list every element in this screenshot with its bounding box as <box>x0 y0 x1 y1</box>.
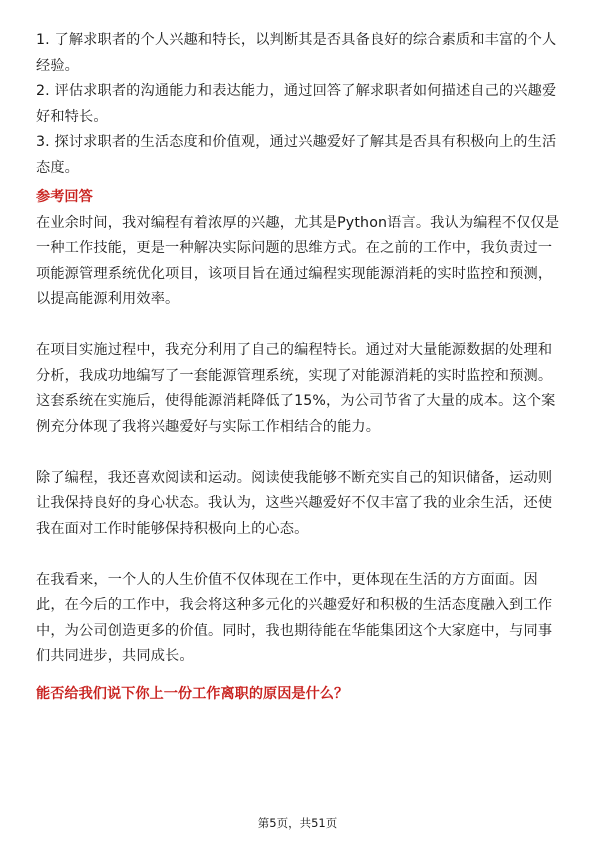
next-question-heading: 能否给我们说下你上一份工作离职的原因是什么？ <box>36 685 349 702</box>
paragraph-line: 在我看来，一个人的人生价值不仅体现在工作中，更体现在生活的方方面面。因 <box>36 571 538 588</box>
paragraph-line: 我在面对工作时能够保持积极向上的心态。 <box>36 520 309 537</box>
paragraph-line: 在项目实施过程中，我充分利用了自己的编程特长。通过对大量能源数据的处理和 <box>36 342 553 358</box>
paragraph-line: 分析，我成功地编写了一套能源管理系统，实现了对能源消耗的实时监控和预测。 <box>36 367 553 384</box>
answer-paragraph <box>36 211 562 313</box>
paragraph-line: 项能源管理系统优化项目，该项目旨在通过编程实现能源消耗的实时监控和预测， <box>36 265 553 282</box>
paragraph-line: 中，为公司创造更多的价值。同时，我也期待能在华能集团这个大家庭中，与同事 <box>36 622 553 639</box>
paragraph-line: 此，在今后的工作中，我会将这种多元化的兴趣爱好和积极的生活态度融入到工作 <box>36 597 553 613</box>
document-page <box>36 28 562 707</box>
list-item-line: 经验。 <box>36 57 80 74</box>
answer-paragraph <box>36 568 562 670</box>
answer-paragraph <box>36 466 562 543</box>
purpose-list <box>36 28 562 181</box>
list-item-line: 3. 探讨求职者的生活态度和价值观，通过兴趣爱好了解其是否具有积极向上的生活 <box>36 134 557 150</box>
paragraph-line: 在业余时间，我对编程有着浓厚的兴趣，尤其是Python语言。我认为编程不仅仅是 <box>36 214 560 231</box>
paragraph-line: 以提高能源利用效率。 <box>36 291 180 307</box>
paragraph-gap <box>36 670 562 682</box>
answer-paragraph <box>36 338 562 440</box>
paragraph-gap <box>36 313 562 339</box>
paragraph-gap <box>36 542 562 568</box>
paragraph-gap <box>36 440 562 466</box>
paragraph-line: 们共同进步，共同成长。 <box>36 648 194 664</box>
paragraph-line: 一种工作技能，更是一种解决实际问题的思维方式。在之前的工作中，我负责过一 <box>36 240 553 256</box>
paragraph-line: 让我保持良好的身心状态。我认为，这些兴趣爱好不仅丰富了我的业余生活，还使 <box>36 495 553 511</box>
list-item-line: 态度。 <box>36 159 80 176</box>
paragraph-line: 除了编程，我还喜欢阅读和运动。阅读使我能够不断充实自己的知识储备，运动则 <box>36 469 553 486</box>
list-item-line: 2. 评估求职者的沟通能力和表达能力，通过回答了解求职者如何描述自己的兴趣爱 <box>36 83 557 99</box>
paragraph-line: 例充分体现了我将兴趣爱好与实际工作相结合的能力。 <box>36 418 381 435</box>
paragraph-line: 这套系统在实施后，使得能源消耗降低了15%，为公司节省了大量的成本。这个案 <box>36 393 556 409</box>
list-item-line: 1. 了解求职者的个人兴趣和特长，以判断其是否具备良好的综合素质和丰富的个人 <box>36 32 557 48</box>
list-item-line: 好和特长。 <box>36 108 108 125</box>
page-number: 第5页，共51页 <box>257 816 338 830</box>
answer-heading: 参考回答 <box>36 189 93 205</box>
